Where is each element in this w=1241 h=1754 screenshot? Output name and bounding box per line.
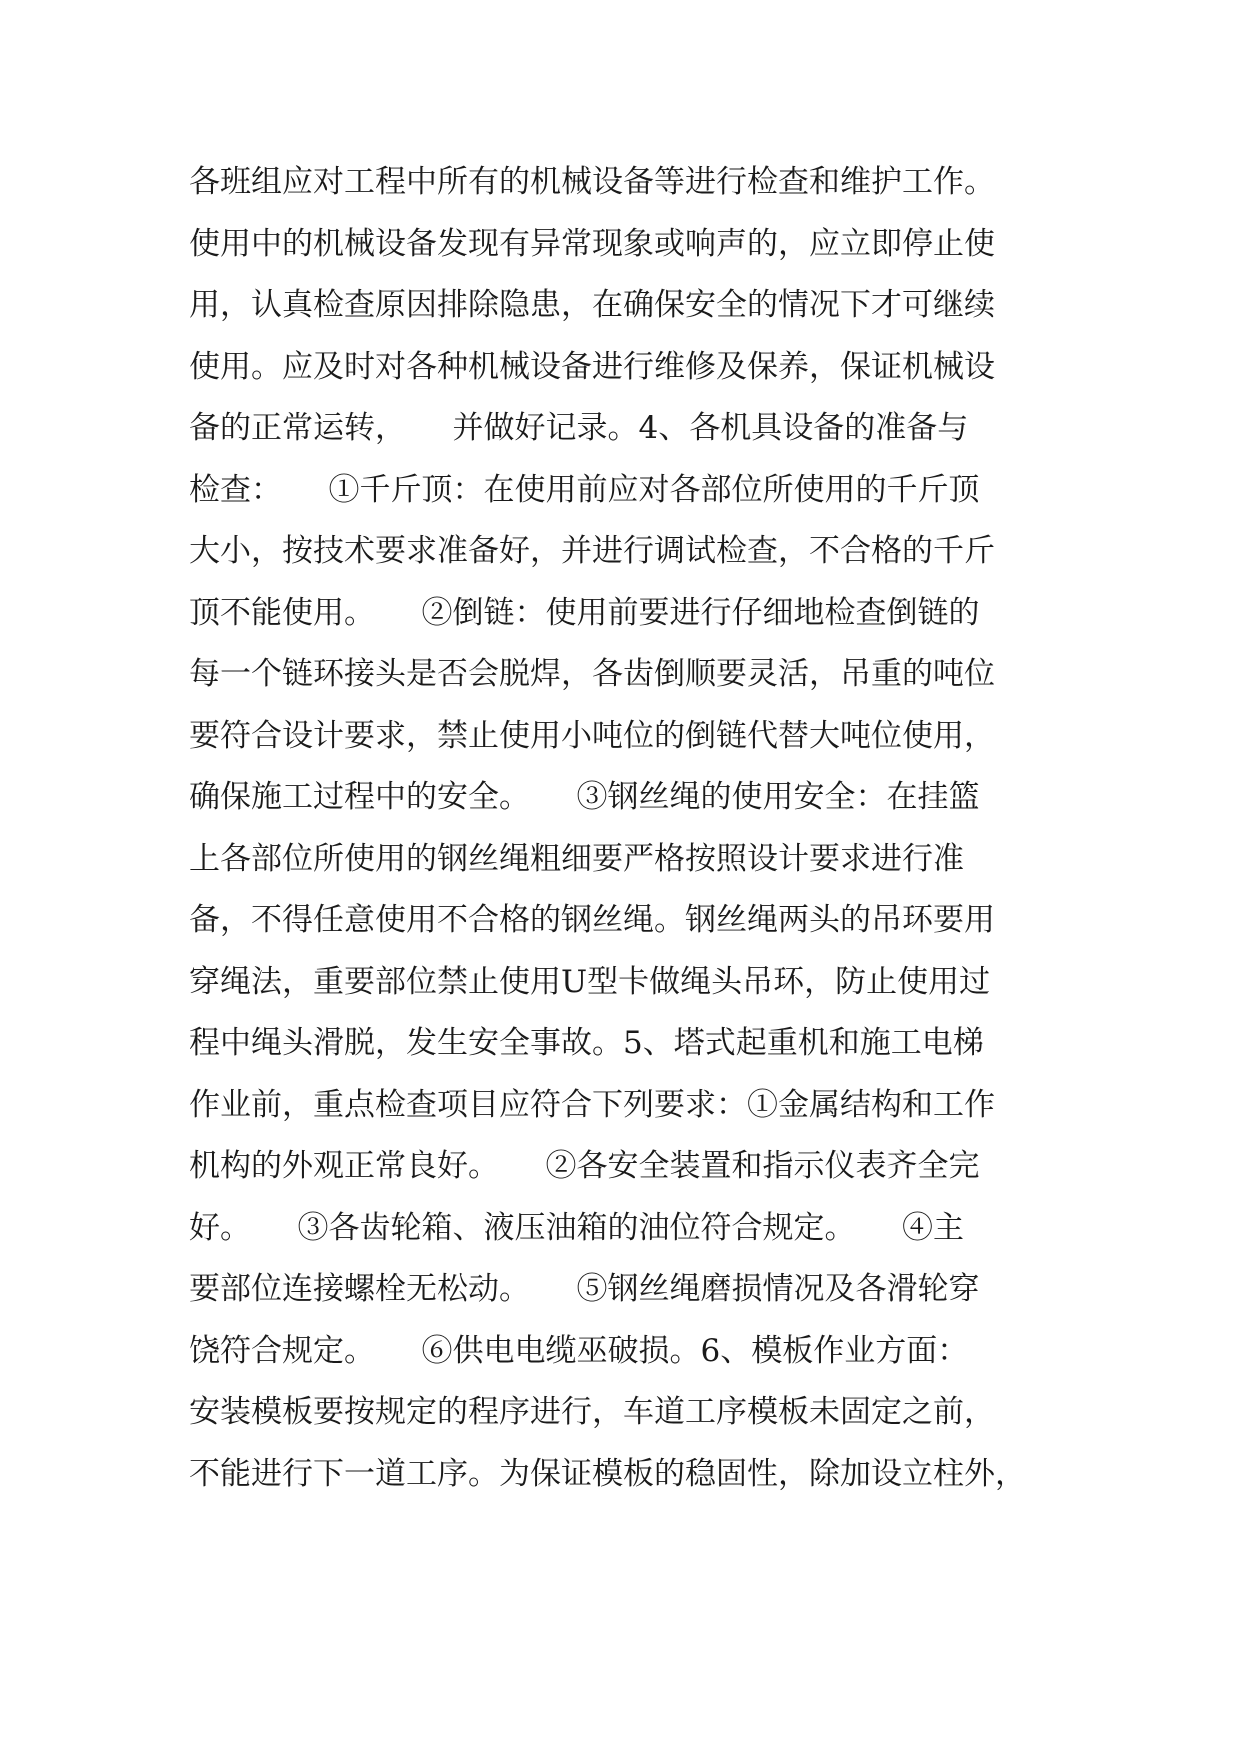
text-line: 备的正常运转， 并做好记录。4、各机具设备的准备与 — [189, 410, 969, 446]
text-line: 作业前，重点检查项目应符合下列要求：①金属结构和工作 — [189, 1086, 995, 1123]
text-line: 不能进行下一道工序。为保证模板的稳固性，除加设立柱外， — [189, 1455, 1026, 1492]
text-line: 使用中的机械设备发现有异常现象或响声的，应立即停止使 — [189, 225, 995, 262]
text-line: 饶符合规定。 ⑥供电电缆巫破损。6、模板作业方面： — [189, 1332, 969, 1369]
text-line: 每一个链环接头是否会脱焊，各齿倒顺要灵活，吊重的吨位 — [189, 656, 995, 692]
text-line: 穿绳法，重要部位禁止使用U型卡做绳头吊环，防止使用过 — [189, 963, 991, 1000]
text-line: 要符合设计要求，禁止使用小吨位的倒链代替大吨位使用， — [189, 717, 995, 754]
body-text — [189, 152, 1069, 1505]
text-line: 要部位连接螺栓无松动。 ⑤钢丝绳磨损情况及各滑轮穿 — [189, 1271, 980, 1307]
text-line: 备，不得任意使用不合格的钢丝绳。钢丝绳两头的吊环要用 — [189, 902, 995, 938]
text-line: 各班组应对工程中所有的机械设备等进行检查和维护工作。 — [189, 164, 995, 200]
text-line: 大小，按技术要求准备好，并进行调试检查，不合格的千斤 — [189, 533, 995, 569]
text-line: 好。 ③各齿轮箱、液压油箱的油位符合规定。 ④主 — [189, 1209, 964, 1246]
text-line: 确保施工过程中的安全。 ③钢丝绳的使用安全：在挂篮 — [189, 779, 980, 815]
text-line: 检查： ①千斤顶：在使用前应对各部位所使用的千斤顶 — [189, 471, 980, 508]
text-line: 用，认真检查原因排除隐患，在确保安全的情况下才可继续 — [189, 287, 995, 323]
text-line: 程中绳头滑脱，发生安全事故。5、塔式起重机和施工电梯 — [189, 1025, 984, 1061]
text-line: 使用。应及时对各种机械设备进行维修及保养，保证机械设 — [189, 348, 995, 385]
text-line: 上各部位所使用的钢丝绳粗细要严格按照设计要求进行准 — [189, 840, 964, 877]
text-line: 安装模板要按规定的程序进行，车道工序模板未固定之前， — [189, 1394, 995, 1430]
text-line: 顶不能使用。 ②倒链：使用前要进行仔细地检查倒链的 — [189, 594, 980, 631]
text-line: 机构的外观正常良好。 ②各安全装置和指示仪表齐全完 — [189, 1148, 980, 1184]
